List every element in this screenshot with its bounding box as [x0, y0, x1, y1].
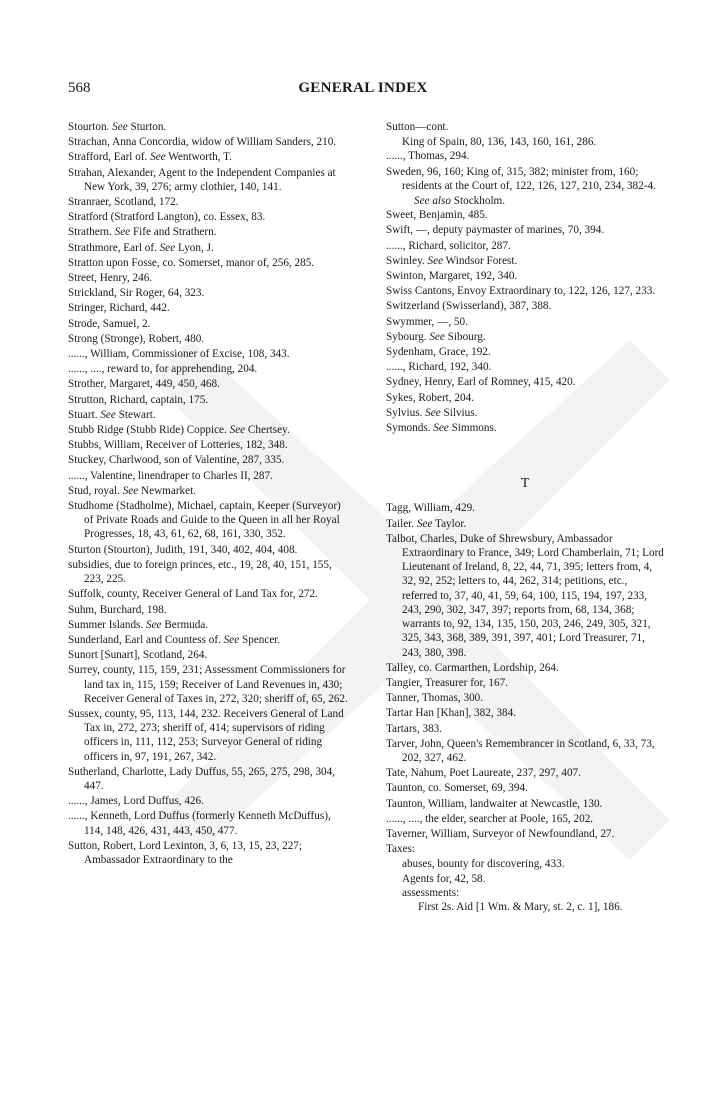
index-entry: Tangier, Treasurer for, 167.	[386, 676, 508, 689]
index-entry: Swiss Cantons, Envoy Extraordinary to, 122, 126, 127, 233.	[386, 285, 656, 298]
index-entry: Stranraer, Scotland, 172.	[68, 196, 179, 209]
index-entry: Tagg, William, 429.	[386, 502, 475, 515]
index-entry: Strutton, Richard, captain, 175.	[68, 393, 209, 406]
index-entry: ......, William, Commissioner of Excise, 108, 343.	[68, 348, 290, 361]
index-entry: Stubb Ridge (Stubb Ride) Coppice. See Chertsey.	[68, 424, 290, 437]
index-entry: Taunton, co. Somerset, 69, 394.	[386, 782, 528, 795]
index-entry: Sutton—cont.	[386, 121, 449, 133]
index-entry: ......, ...., reward to, for apprehending, 204.	[68, 363, 258, 376]
index-entry: Talley, co. Carmarthen, Lordship, 264.	[386, 661, 559, 674]
index-entry: ......, Kenneth, Lord Duffus (formerly Kenneth McDuffus), 114, 148, 426, 431, 443, 450, 477.	[68, 810, 331, 837]
index-entry: Switzerland (Swisserland), 387, 388.	[386, 300, 552, 313]
index-entry: abuses, bounty for discovering, 433.	[402, 858, 565, 871]
index-entry: Stud, royal. See Newmarket.	[68, 484, 197, 497]
index-entry: Stuckey, Charlwood, son of Valentine, 287, 335.	[68, 454, 285, 467]
index-entry: Swinley. See Windsor Forest.	[386, 254, 518, 267]
index-entry: Tartars, 383.	[386, 722, 443, 735]
index-entry: Sydenham, Grace, 192.	[386, 346, 491, 359]
index-entry: ......, Thomas, 294.	[386, 150, 470, 163]
index-entry: Stratford (Stratford Langton), co. Essex, 83.	[68, 211, 266, 224]
index-entry: ......, Richard, solicitor, 287.	[386, 239, 511, 252]
index-entry: Agents for, 42, 58.	[402, 872, 486, 885]
index-entry: assessments:	[402, 886, 460, 899]
index-entry: ......, Richard, 192, 340.	[386, 361, 492, 374]
page-header	[68, 80, 658, 102]
index-entry: ......, Valentine, linendraper to Charles II, 287.	[68, 469, 273, 482]
index-entry: Sutherland, Charlotte, Lady Duffus, 55, 265, 275, 298, 304, 447.	[68, 765, 336, 792]
index-entry: Tate, Nahum, Poet Laureate, 237, 297, 407.	[386, 767, 581, 780]
right-column-s-entries	[386, 120, 664, 435]
index-entry: Stringer, Richard, 442.	[68, 302, 170, 315]
index-entry: First 2s. Aid [1 Wm. & Mary, st. 2, c. 1], 186.	[418, 900, 623, 913]
index-entry: Sturton (Stourton), Judith, 191, 340, 402, 404, 408.	[68, 543, 298, 556]
index-entry: Stuart. See Stewart.	[68, 408, 156, 421]
index-entry: Swift, —, deputy paymaster of marines, 70, 394.	[386, 224, 605, 237]
index-entry: Tailer. See Taylor.	[386, 517, 467, 530]
index-entry: Suhm, Burchard, 198.	[68, 603, 167, 616]
index-entry: Stourton. See Sturton.	[68, 121, 167, 133]
section-letter: T	[520, 476, 530, 492]
index-entry: Strahan, Alexander, Agent to the Independent Companies at New York, 39, 276; army clothier, 140, 141.	[68, 166, 336, 193]
index-entry: See also Stockholm.	[414, 195, 506, 208]
index-entry: Strathmore, Earl of. See Lyon, J.	[68, 241, 214, 254]
page-number: 568	[68, 80, 91, 96]
index-entry: Sykes, Robert, 204.	[386, 391, 474, 404]
index-entry: Taxes:	[386, 843, 416, 856]
index-entry: Sutton, Robert, Lord Lexinton, 3, 6, 13, 15, 23, 227; Ambassador Extraordinary to the	[68, 839, 302, 866]
index-entry: Strathern. See Fife and Strathern.	[68, 226, 217, 239]
index-entry: Strother, Margaret, 449, 450, 468.	[68, 378, 220, 391]
index-entry: Sweden, 96, 160; King of, 315, 382; minister from, 160; residents at the Court of, 122, 126, 127, 210, 234, 382-4.	[386, 165, 656, 192]
index-entry: Street, Henry, 246.	[68, 272, 153, 285]
index-entry: Strafford, Earl of. See Wentworth, T.	[68, 151, 232, 164]
index-entry: Swymmer, —, 50.	[386, 315, 468, 328]
index-entry: Stratton upon Fosse, co. Somerset, manor of, 256, 285.	[68, 256, 315, 269]
index-entry: Taunton, William, landwaiter at Newcastle, 130.	[386, 797, 603, 810]
index-entry: Tanner, Thomas, 300.	[386, 692, 484, 705]
index-entry: Strode, Samuel, 2.	[68, 317, 151, 330]
index-entry: Taverner, William, Surveyor of Newfoundland, 27.	[386, 827, 615, 840]
index-entry: Talbot, Charles, Duke of Shrewsbury, Ambassador Extraordinary to France, 349; Lord Chamberlain, 71; Lord Lieutenant of Ireland, 8, 22, 44, 71, 395; letters from, 4, 32, 92, 252; letters to, 44, 262, 314; petitions, etc., referred to, 37, 40, 41, 59, 64, 100, 115, 194, 197, 233, 243, 290, 302, 347, 397; reports from, 68, 134, 368; warrants to, 92, 134, 135, 150, 203, 246, 249, 305, 321, 325, 343, 368, 389, 391, 397, 401; Lord Treasurer, 71, 243, 380, 398.	[386, 532, 664, 659]
index-entry: ......, ...., the elder, searcher at Poole, 165, 202.	[386, 812, 594, 825]
index-entry: Stubbs, William, Receiver of Lotteries, 182, 348.	[68, 439, 288, 452]
index-entry: Symonds. See Simmons.	[386, 422, 497, 435]
index-entry: ......, James, Lord Duffus, 426.	[68, 795, 204, 808]
index-entry: Sunderland, Earl and Countess of. See Spencer.	[68, 633, 281, 646]
index-entry: Sweet, Benjamin, 485.	[386, 209, 488, 222]
index-entry: Studhome (Stadholme), Michael, captain, Keeper (Surveyor) of Private Roads and Guide to the Queen in all her Royal Progresses, 18, 43, 61, 62, 68, 161, 330, 352.	[68, 500, 341, 541]
index-entry: Sunort [Sunart], Scotland, 264.	[68, 649, 208, 662]
right-column	[386, 120, 664, 914]
index-entry: Suffolk, county, Receiver General of Land Tax for, 272.	[68, 588, 318, 601]
index-entry: subsidies, due to foreign princes, etc., 19, 28, 40, 151, 155, 223, 225.	[68, 558, 332, 586]
index-entry: Surrey, county, 115, 159, 231; Assessment Commissioners for land tax in, 115, 159; Receiver of Land Revenues in, 430; Receiver General of Taxes in, 272, 320; sheriff of, 65, 262.	[68, 664, 348, 705]
index-entry: Summer Islands. See Bermuda.	[68, 618, 209, 631]
index-entry: Sussex, county, 95, 113, 144, 232. Receivers General of Land Tax in, 272, 273; sheriff of, 414; supervisors of riding officers in, 111, 112, 253; Surveyor General of riding officers in, 97, 191, 267, 342.	[68, 707, 344, 763]
index-entry: Sybourg. See Sibourg.	[386, 330, 486, 343]
index-entry: Strachan, Anna Concordia, widow of William Sanders, 210.	[68, 136, 337, 149]
left-column	[68, 120, 350, 868]
index-entry: Strickland, Sir Roger, 64, 323.	[68, 287, 205, 300]
index-entry: King of Spain, 80, 136, 143, 160, 161, 286.	[402, 136, 597, 149]
index-entry: Sydney, Henry, Earl of Romney, 415, 420.	[386, 376, 576, 389]
running-head: GENERAL INDEX	[298, 80, 428, 96]
index-entry: Swinton, Margaret, 192, 340.	[386, 270, 518, 283]
index-entry: Sylvius. See Silvius.	[386, 406, 478, 419]
index-entry: Strong (Stronge), Robert, 480.	[68, 332, 205, 345]
index-entry: Tarver, John, Queen's Remembrancer in Scotland, 6, 33, 73, 202, 327, 462.	[386, 737, 655, 764]
index-entry: Tartar Han [Khan], 382, 384.	[386, 707, 517, 720]
right-column-t-entries	[386, 501, 664, 914]
